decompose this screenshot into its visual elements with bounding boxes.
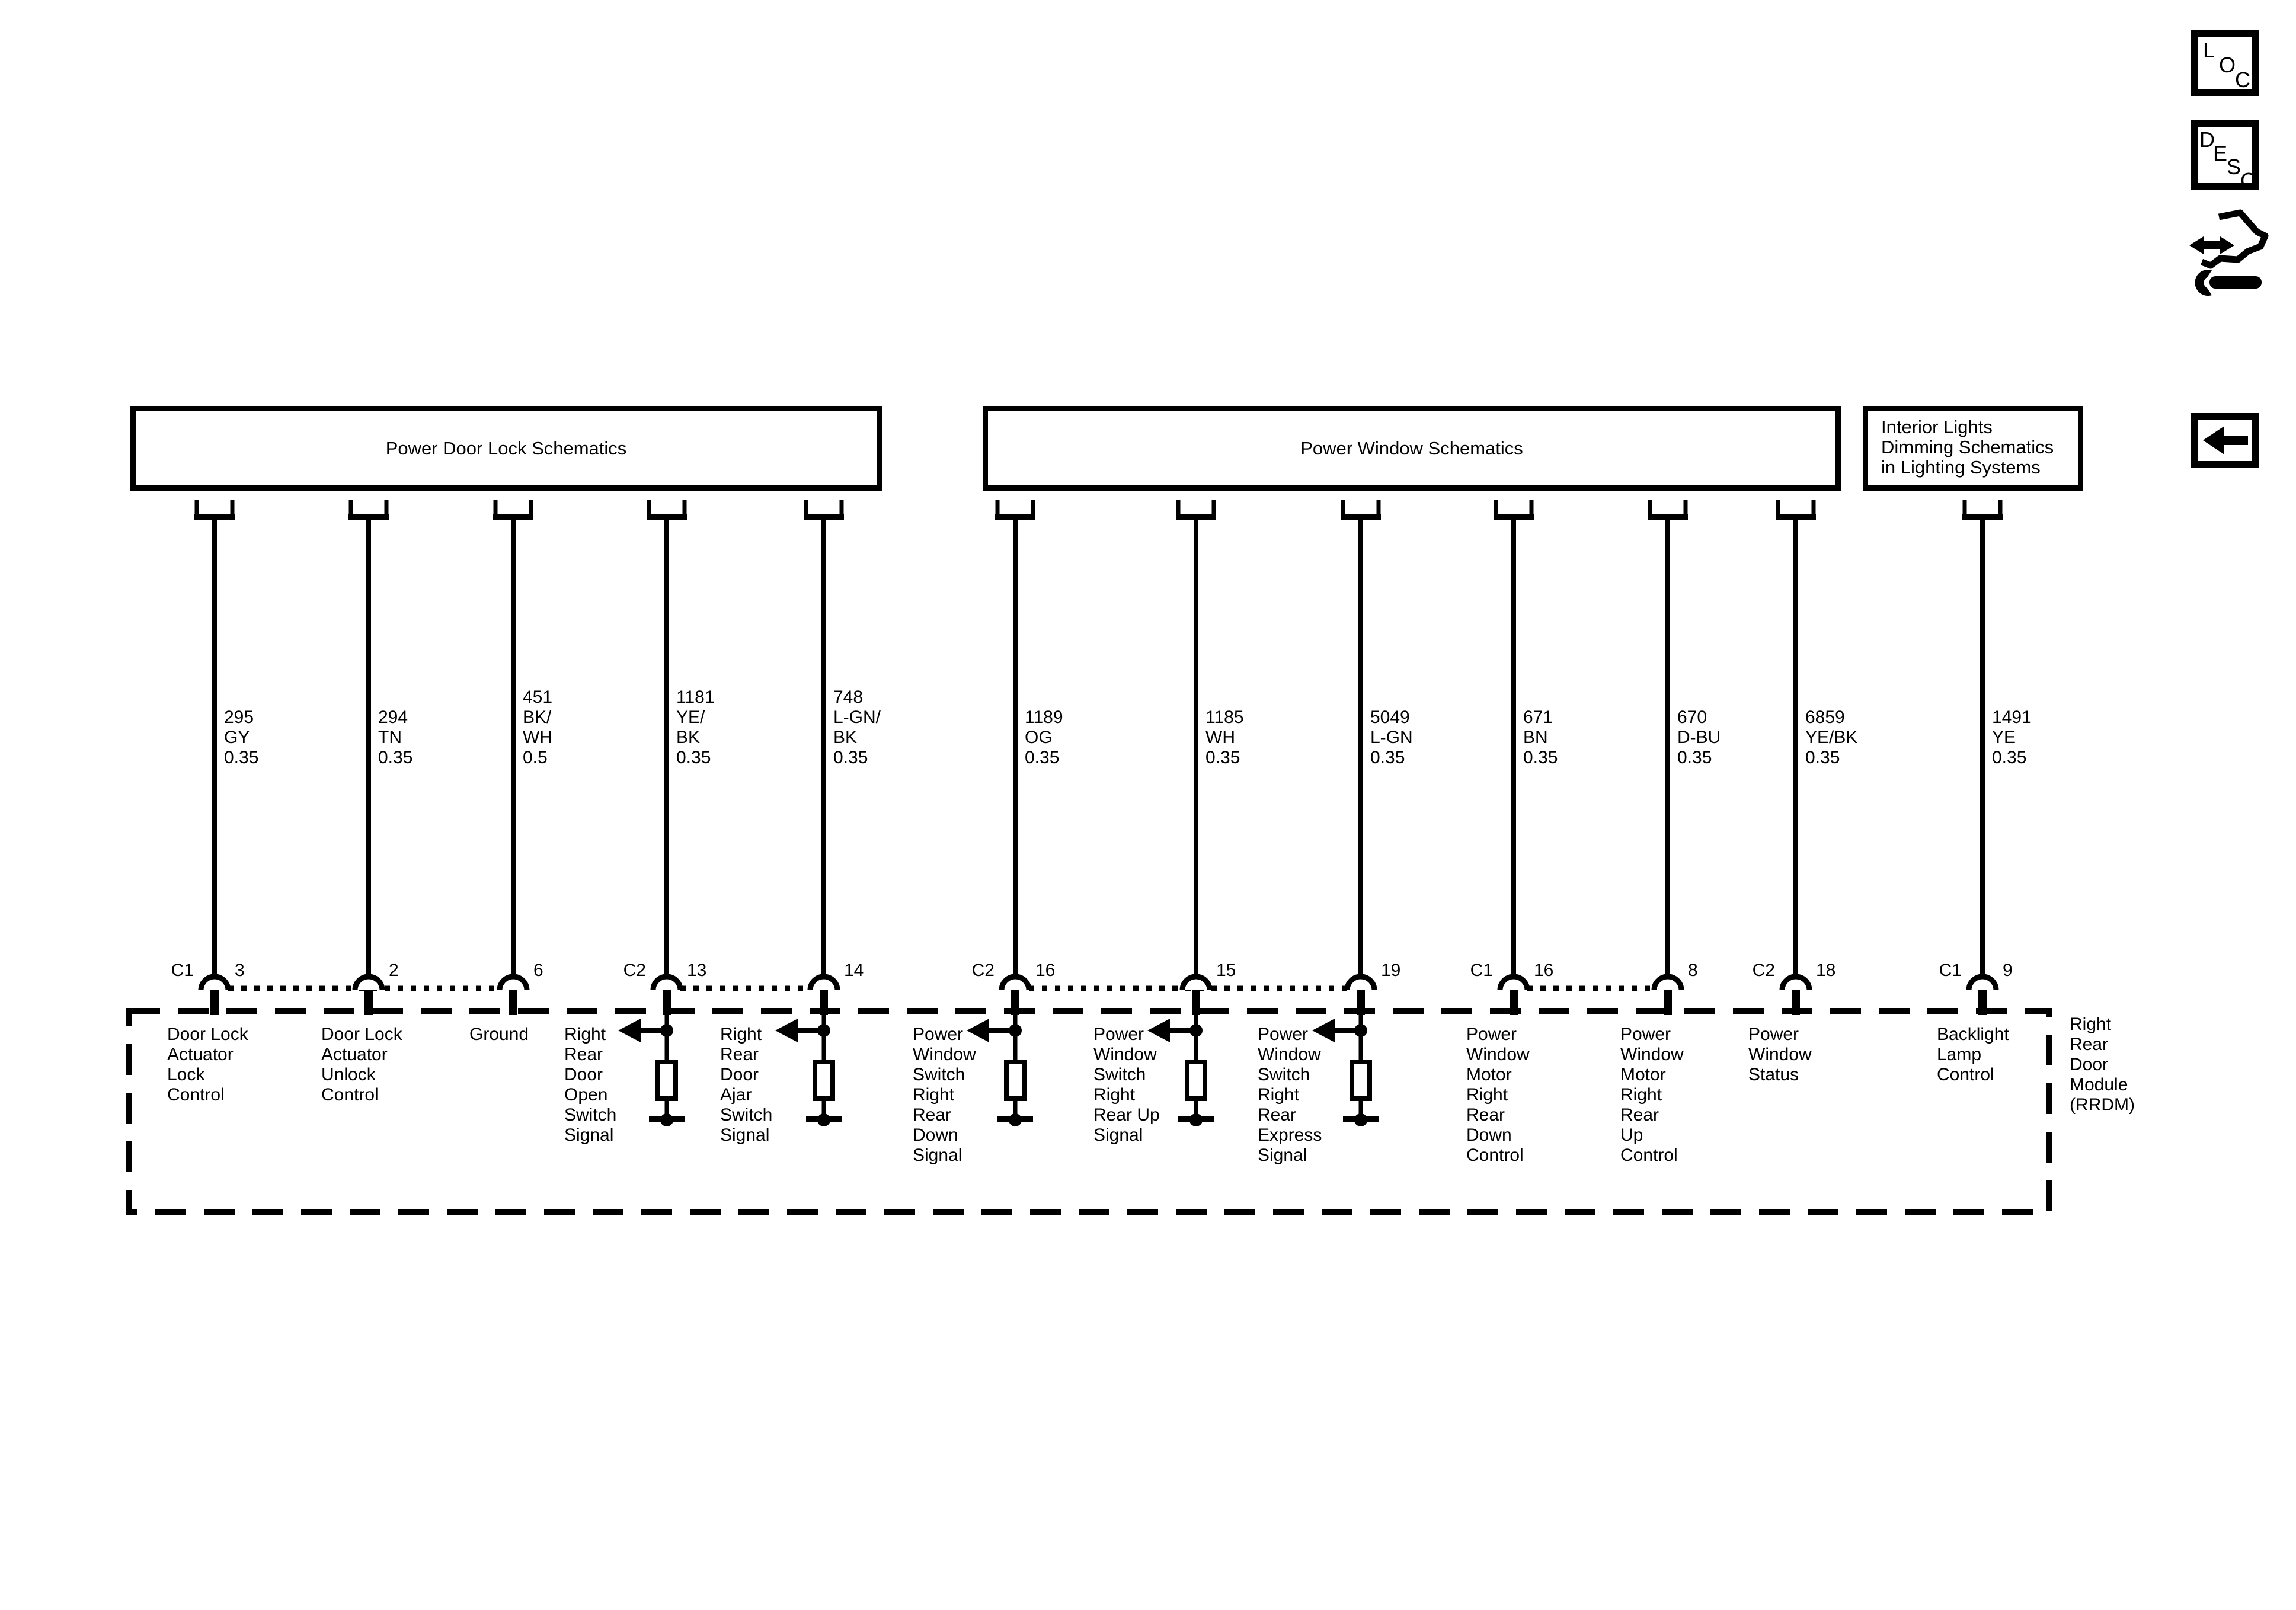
header-box-title-line: Power Door Lock Schematics: [385, 437, 627, 459]
wire-label-line: 6859: [1805, 708, 1845, 727]
pin-number-label: [1381, 961, 1400, 981]
pin-number-label: [1534, 961, 1553, 981]
pin-function-label-line: Window: [913, 1045, 976, 1064]
pin-number-label-line: 16: [1035, 961, 1056, 980]
pin-function-label-line: Door Lock: [167, 1025, 248, 1044]
loc-box-letter: C: [2235, 68, 2250, 92]
wire-label-line: D-BU: [1677, 728, 1721, 747]
header-box-title-line: Interior Lights: [1881, 417, 1993, 437]
termination-dot: [817, 1113, 830, 1126]
pin-function-label-line: Actuator: [321, 1045, 388, 1064]
pin-function-label-line: Power: [1466, 1025, 1517, 1044]
connector-pin-tick: [1792, 990, 1800, 1015]
wire-label-line: 0.35: [1205, 748, 1240, 767]
pin-function-label-line: Door: [564, 1065, 603, 1084]
junction-dot: [817, 1024, 830, 1037]
pin-number-label-line: 14: [844, 961, 864, 980]
connector-pin-tick: [210, 990, 219, 1015]
connector-label: [1451, 961, 1493, 981]
pin-function-label: [913, 1025, 976, 1166]
pin-number-label-line: 18: [1816, 961, 1836, 980]
pin-function-label-line: Power: [1258, 1025, 1309, 1044]
pin-function-label-line: Right: [720, 1025, 762, 1044]
pin-function-label-line: Power: [1748, 1025, 1799, 1044]
wire-label-line: 748: [833, 687, 864, 707]
wire-label-line: 0.5: [523, 748, 548, 767]
wire-label-line: YE: [1992, 728, 2016, 747]
connector-arc: [500, 977, 527, 990]
wire-label-line: 1185: [1205, 708, 1244, 727]
pin-function-label-line: Signal: [1093, 1125, 1143, 1145]
pin-function-label-line: Unlock: [321, 1065, 376, 1084]
wire-label-line: L-GN: [1370, 728, 1413, 747]
header-box-title-line: in Lighting Systems: [1881, 457, 2041, 478]
desc-box-letter: E: [2213, 141, 2228, 165]
wire-label-line: BK/: [523, 708, 552, 727]
wire-label-line: 0.35: [1370, 748, 1405, 767]
pin-function-label-line: Rear: [1620, 1105, 1659, 1125]
pin-number-label: [389, 961, 399, 981]
pin-function-label-line: Door: [720, 1065, 759, 1084]
wire-circuit-5049: [1312, 500, 1381, 1126]
junction-dot: [1354, 1024, 1367, 1037]
wire-label-line: 0.35: [1025, 748, 1060, 767]
pin-function-label-line: Signal: [913, 1145, 962, 1165]
pin-function-label-line: Control: [321, 1085, 379, 1105]
wire-label-line: OG: [1025, 728, 1053, 747]
module-name-label-line: Rear: [2070, 1035, 2109, 1054]
pin-function-label-line: Switch: [720, 1105, 773, 1125]
pin-number-label: [687, 961, 706, 981]
pin-function-label-line: Rear: [1258, 1105, 1297, 1125]
junction-dot: [1009, 1024, 1022, 1037]
pin-function-label-line: Control: [167, 1085, 225, 1105]
wire-label-line: 0.35: [224, 748, 259, 767]
junction-dot: [660, 1024, 673, 1037]
resistor-symbol: [815, 1062, 833, 1099]
pin-number-label: [533, 961, 543, 981]
wire-label: [1370, 708, 1413, 768]
pin-function-label-line: Signal: [564, 1125, 614, 1145]
connector-label-line: C2: [971, 961, 994, 980]
wire-label-line: 5049: [1370, 708, 1410, 727]
wire-label-line: 0.35: [833, 748, 868, 767]
connector-arc: [1002, 977, 1029, 990]
connector-pin-tick: [1664, 990, 1672, 1015]
pin-function-label-line: Window: [1258, 1045, 1321, 1064]
wire-label-line: WH: [523, 728, 552, 747]
pin-function-label-line: Status: [1748, 1065, 1799, 1084]
wire-label-line: 671: [1523, 708, 1553, 727]
pin-number-label: [235, 961, 245, 981]
pin-function-label-line: Open: [564, 1085, 608, 1105]
connector-pin-tick: [364, 990, 373, 1015]
pin-function-label: [167, 1025, 248, 1105]
pin-function-label-line: Control: [1466, 1145, 1524, 1165]
connector-arc: [1969, 977, 1996, 990]
pin-function-label-line: Down: [1466, 1125, 1512, 1145]
connector-label-line: C2: [1752, 961, 1775, 980]
pin-function-label: [1466, 1025, 1530, 1166]
resistor-symbol: [658, 1062, 676, 1099]
pin-function-label: [720, 1025, 772, 1145]
pin-function-label-line: Actuator: [167, 1045, 234, 1064]
header-box-title: [1881, 417, 2054, 478]
header-box-title: [1300, 438, 1523, 459]
termination-dot: [660, 1113, 673, 1126]
wire-label: [1805, 708, 1857, 768]
pin-function-label-line: Signal: [1258, 1145, 1307, 1165]
connector-arc: [1347, 977, 1374, 990]
pin-number-label-line: 8: [1688, 961, 1698, 980]
wire-label: [1025, 708, 1063, 768]
desc-box-letter: S: [2227, 155, 2241, 179]
loc-box-letter: L: [2203, 38, 2215, 62]
termination-dot: [1009, 1113, 1022, 1126]
pin-function-label-line: Motor: [1620, 1065, 1666, 1084]
wire-label: [224, 708, 258, 768]
pin-function-label-line: Right: [1466, 1085, 1508, 1105]
header-box-title-line: Power Window Schematics: [1300, 437, 1523, 459]
connector-arc: [653, 977, 680, 990]
header-box-title-line: Dimming Schematics: [1881, 437, 2054, 457]
pin-function-label-line: Rear: [1466, 1105, 1505, 1125]
pin-function-label-line: Window: [1620, 1045, 1684, 1064]
pin-number-label-line: 15: [1216, 961, 1236, 980]
wire-label-line: 1181: [676, 687, 715, 707]
pin-function-label: [1748, 1025, 1812, 1085]
wire-label-line: 670: [1677, 708, 1707, 727]
pin-function-label-line: Ajar: [720, 1085, 752, 1105]
signal-arrow-icon: [775, 1019, 798, 1042]
connector-arc: [810, 977, 837, 990]
pin-number-label-line: 6: [533, 961, 543, 980]
wire-label-line: 0.35: [1992, 748, 2027, 767]
header-box-power-door-lock: [130, 406, 882, 491]
pin-function-label-line: Up: [1620, 1125, 1643, 1145]
wire-label-line: YE/BK: [1805, 728, 1858, 747]
pin-function-label-line: Right: [1620, 1085, 1662, 1105]
wire-label-line: WH: [1205, 728, 1235, 747]
wire-label-line: 1189: [1025, 708, 1063, 727]
wire-label-line: L-GN/: [833, 708, 881, 727]
wire-label-line: YE/: [676, 708, 705, 727]
termination-dot: [1354, 1113, 1367, 1126]
connector-label: [605, 961, 646, 981]
wires-layer: [129, 500, 2049, 1212]
pin-function-label-line: Door Lock: [321, 1025, 402, 1044]
connector-arc: [1182, 977, 1210, 990]
wire-label-line: TN: [378, 728, 402, 747]
pin-function-label-line: Rear: [913, 1105, 952, 1125]
resistor-symbol: [1352, 1062, 1370, 1099]
pin-number-label: [1688, 961, 1698, 981]
pin-function-label: [321, 1025, 402, 1105]
wire-label-line: 1491: [1992, 708, 2032, 727]
junction-dot: [1189, 1024, 1203, 1037]
desc-box-letter: D: [2199, 127, 2215, 152]
wire-label-line: BK: [676, 728, 701, 747]
wire-label-line: GY: [224, 728, 250, 747]
connector-arc: [201, 977, 228, 990]
connector-arc: [1500, 977, 1527, 990]
connector-label-line: C1: [171, 961, 194, 980]
wire-label-line: 295: [224, 708, 254, 727]
pin-function-label-line: Control: [1620, 1145, 1678, 1165]
pin-function-label-line: Signal: [720, 1125, 770, 1145]
wire-circuit-1189: [967, 500, 1035, 1126]
connector-pin-tick: [509, 990, 517, 1015]
pin-function-label-line: Window: [1093, 1045, 1157, 1064]
termination-dot: [1189, 1113, 1203, 1126]
pin-function-label-line: Lock: [167, 1065, 205, 1084]
wire-label: [1677, 708, 1721, 768]
pin-function-label-line: Power: [1093, 1025, 1144, 1044]
connector-pin-tick: [1978, 990, 1987, 1015]
connector-arc: [1654, 977, 1681, 990]
wire-circuit-1181: [618, 500, 687, 1126]
module-name-label-line: Right: [2070, 1014, 2112, 1034]
pin-function-label-line: Express: [1258, 1125, 1322, 1145]
wire-label: [1992, 708, 2032, 768]
pin-function-label-line: Rear: [564, 1045, 603, 1064]
wire-label: [676, 687, 715, 768]
connector-label-line: C1: [1939, 961, 1962, 980]
pin-function-label: [564, 1025, 616, 1145]
wire-label-line: 451: [523, 687, 553, 707]
resistor-symbol: [1187, 1062, 1205, 1099]
pin-function-label-line: Window: [1748, 1045, 1812, 1064]
pin-function-label-line: Right: [564, 1025, 606, 1044]
pin-function-label-line: Control: [1937, 1065, 1994, 1084]
pin-number-label: [1216, 961, 1236, 981]
wire-label-line: 0.35: [378, 748, 413, 767]
pin-function-label-line: Power: [913, 1025, 964, 1044]
pin-function-label-line: Lamp: [1937, 1045, 1982, 1064]
connector-label-line: C2: [623, 961, 646, 980]
module-name-label-line: Module: [2070, 1075, 2128, 1094]
pin-function-label-line: Switch: [564, 1105, 617, 1125]
pin-function-label-line: Window: [1466, 1045, 1530, 1064]
connector-label: [152, 961, 194, 981]
header-box-interior-lights-dimming: [1863, 406, 2083, 491]
pin-number-label-line: 2: [389, 961, 399, 980]
pin-function-label-line: Right: [1093, 1085, 1136, 1105]
module-name-label-line: Door: [2070, 1055, 2109, 1074]
pin-number-label-line: 3: [235, 961, 245, 980]
pin-function-label: [1937, 1025, 2009, 1085]
loc-box-letter: O: [2219, 53, 2236, 77]
pin-number-label-line: 16: [1534, 961, 1554, 980]
wire-label-line: 0.35: [1677, 748, 1712, 767]
connector-label: [953, 961, 994, 981]
wire-label: [523, 687, 552, 768]
pin-function-label-line: Right: [1258, 1085, 1300, 1105]
wire-circuit-748: [775, 500, 844, 1126]
pin-function-label-line: Motor: [1466, 1065, 1512, 1084]
wire-label: [833, 687, 881, 768]
wire-label-line: 0.35: [1523, 748, 1558, 767]
pin-function-label-line: Right: [913, 1085, 955, 1105]
pin-function-label: [469, 1025, 529, 1045]
connector-arc: [355, 977, 382, 990]
pin-number-label: [1035, 961, 1055, 981]
pin-number-label-line: 13: [687, 961, 707, 980]
header-box-power-window: [983, 406, 1841, 491]
wire-label-line: BK: [833, 728, 858, 747]
resistor-symbol: [1006, 1062, 1024, 1099]
pin-function-label-line: Switch: [913, 1065, 965, 1084]
connector-arc: [1782, 977, 1809, 990]
connector-label: [1920, 961, 1962, 981]
pin-function-label-line: Backlight: [1937, 1025, 2009, 1044]
pin-number-label: [2003, 961, 2013, 981]
pin-function-label: [1093, 1025, 1160, 1145]
wire-label-line: 0.35: [1805, 748, 1840, 767]
header-box-title: [386, 438, 627, 459]
signal-arrow-icon: [618, 1019, 641, 1042]
module-name-label: [2070, 1014, 2135, 1115]
pin-function-label-line: Rear Up: [1093, 1105, 1160, 1125]
wire-label: [1205, 708, 1244, 768]
pin-function-label: [1258, 1025, 1322, 1166]
module-name-label-line: (RRDM): [2070, 1095, 2135, 1115]
pin-function-label-line: Down: [913, 1125, 958, 1145]
pin-number-label: [1816, 961, 1835, 981]
pin-number-label-line: 9: [2003, 961, 2013, 980]
connector-label: [1734, 961, 1775, 981]
connector-pin-tick: [1510, 990, 1518, 1015]
pin-function-label: [1620, 1025, 1684, 1166]
wire-label: [378, 708, 412, 768]
wire-label: [1523, 708, 1558, 768]
connector-label-line: C1: [1470, 961, 1493, 980]
wire-label-line: 0.35: [676, 748, 711, 767]
desc-box-letter: C: [2240, 168, 2256, 193]
wire-label-line: BN: [1523, 728, 1548, 747]
pin-number-label: [844, 961, 864, 981]
pin-number-label-line: 19: [1381, 961, 1401, 980]
pin-function-label-line: Ground: [469, 1025, 529, 1044]
wire-label-line: 294: [378, 708, 408, 727]
pin-function-label-line: Power: [1620, 1025, 1671, 1044]
pin-function-label-line: Switch: [1093, 1065, 1146, 1084]
pin-function-label-line: Rear: [720, 1045, 759, 1064]
pin-function-label-line: Switch: [1258, 1065, 1310, 1084]
